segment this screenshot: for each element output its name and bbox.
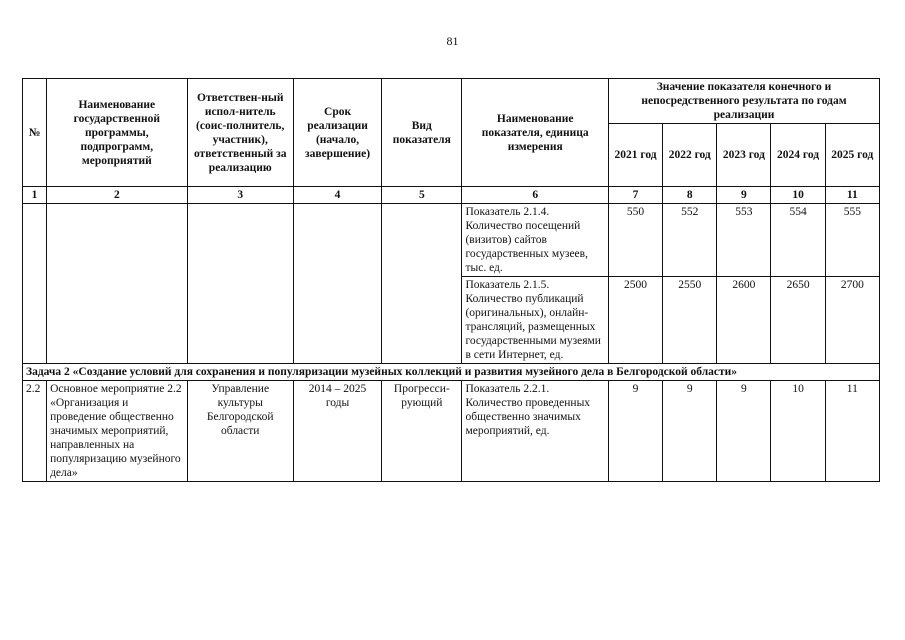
value-cell: 2500 bbox=[608, 277, 662, 364]
col-number: 1 bbox=[23, 187, 47, 204]
page-number: 81 bbox=[446, 34, 459, 48]
header-period: Срок реализации (начало, завершение) bbox=[293, 79, 381, 187]
col-number: 2 bbox=[47, 187, 187, 204]
executor-cell: Управление культуры Белгородской области bbox=[187, 381, 293, 482]
header-indicator: Наименование показателя, единица измерения bbox=[462, 79, 609, 187]
program-cell: Основное мероприятие 2.2 «Организация и проведение общественно значимых мероприятий, направленных на популяризацию музейного дела» bbox=[47, 381, 187, 482]
value-cell: 550 bbox=[608, 204, 662, 277]
indicator-cell: Показатель 2.2.1. Количество проведенных общественно значимых мероприятий, ед. bbox=[462, 381, 609, 482]
value-cell: 554 bbox=[771, 204, 825, 277]
empty-cell bbox=[23, 204, 47, 364]
col-number: 3 bbox=[187, 187, 293, 204]
header-year-2024: 2024 год bbox=[771, 124, 825, 187]
col-number: 8 bbox=[663, 187, 717, 204]
header-type: Вид показателя bbox=[382, 79, 462, 187]
header-values-group: Значение показателя конечного и непосредственного результата по годам реализации bbox=[608, 79, 879, 124]
col-number: 6 bbox=[462, 187, 609, 204]
row-number: 2.2 bbox=[23, 381, 47, 482]
table-row bbox=[23, 381, 880, 482]
value-cell: 9 bbox=[717, 381, 771, 482]
empty-cell bbox=[382, 204, 462, 364]
value-cell: 553 bbox=[717, 204, 771, 277]
col-number: 11 bbox=[825, 187, 879, 204]
value-cell: 552 bbox=[663, 204, 717, 277]
col-number: 9 bbox=[717, 187, 771, 204]
value-cell: 2550 bbox=[663, 277, 717, 364]
header-year-2022: 2022 год bbox=[663, 124, 717, 187]
value-cell: 10 bbox=[771, 381, 825, 482]
value-cell: 11 bbox=[825, 381, 879, 482]
type-cell: Прогресси-рующий bbox=[382, 381, 462, 482]
indicator-cell: Показатель 2.1.5. Количество публикаций (оригинальных), онлайн-трансляций, размещенных государственными музеями в сети Интернет, ед. bbox=[462, 277, 609, 364]
value-cell: 9 bbox=[663, 381, 717, 482]
task-title: Задача 2 «Создание условий для сохранения и популяризации музейных коллекций и развития музейного дела в Белгородской области» bbox=[23, 364, 880, 381]
header-year-2023: 2023 год bbox=[717, 124, 771, 187]
value-cell: 555 bbox=[825, 204, 879, 277]
col-number: 5 bbox=[382, 187, 462, 204]
header-program: Наименование государственной программы, подпрограмм, мероприятий bbox=[47, 79, 187, 187]
empty-cell bbox=[293, 204, 381, 364]
header-year-2025: 2025 год bbox=[825, 124, 879, 187]
value-cell: 2600 bbox=[717, 277, 771, 364]
header-executor: Ответствен-ный испол-нитель (соис-полнитель, участник), ответственный за реализацию bbox=[187, 79, 293, 187]
indicator-cell: Показатель 2.1.4. Количество посещений (визитов) сайтов государственных музеев, тыс. ед. bbox=[462, 204, 609, 277]
period-cell: 2014 – 2025 годы bbox=[293, 381, 381, 482]
col-number: 7 bbox=[608, 187, 662, 204]
value-cell: 2700 bbox=[825, 277, 879, 364]
indicators-table bbox=[22, 78, 880, 482]
header-no: № bbox=[23, 79, 47, 187]
col-number: 10 bbox=[771, 187, 825, 204]
table-row bbox=[23, 204, 880, 277]
header-year-2021: 2021 год bbox=[608, 124, 662, 187]
column-numbers-row bbox=[23, 187, 880, 204]
empty-cell bbox=[187, 204, 293, 364]
empty-cell bbox=[47, 204, 187, 364]
col-number: 4 bbox=[293, 187, 381, 204]
value-cell: 2650 bbox=[771, 277, 825, 364]
task-row bbox=[23, 364, 880, 381]
value-cell: 9 bbox=[608, 381, 662, 482]
